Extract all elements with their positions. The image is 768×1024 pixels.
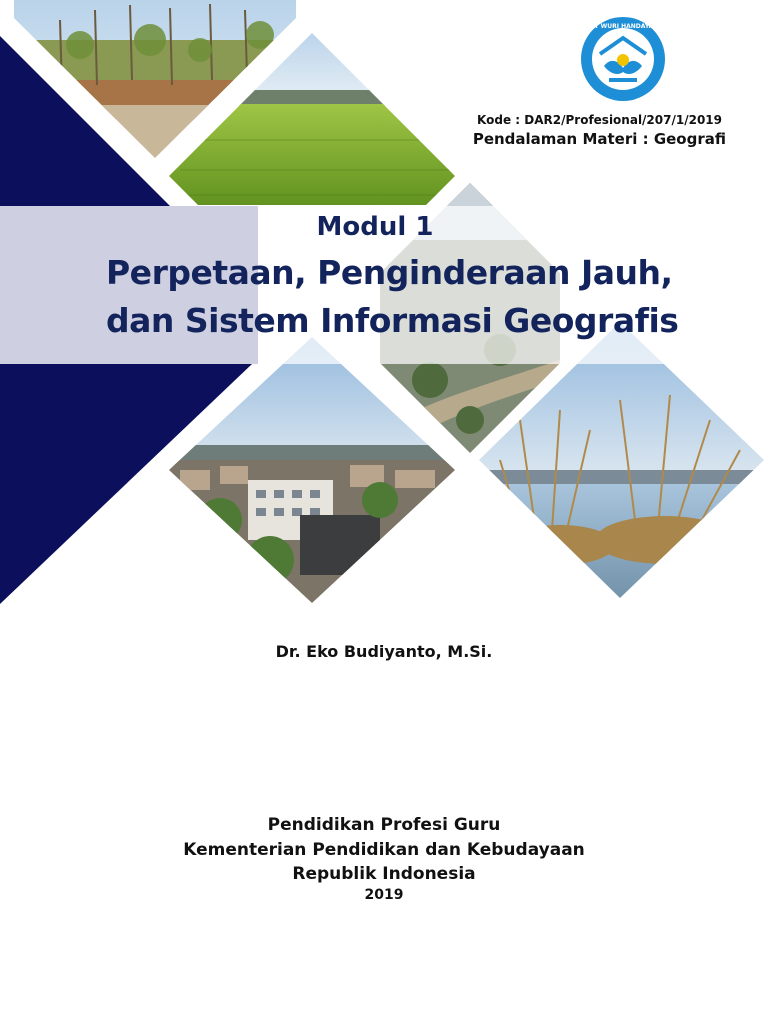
subject-label: Pendalaman Materi : Geografi [472, 130, 726, 148]
title-line-1: Perpetaan, Penginderaan Jauh, [106, 253, 673, 292]
title-line-2: dan Sistem Informasi Geografis [106, 301, 679, 340]
publisher-line-3: Republik Indonesia [292, 864, 476, 884]
document-code: Kode : DAR2/Profesional/207/1/2019 [477, 113, 722, 127]
tut-wuri-handayani-logo [578, 16, 668, 102]
author-name: Dr. Eko Budiyanto, M.Si. [275, 642, 493, 661]
publication-year: 2019 [364, 887, 404, 903]
logo-text: TUT WURI HANDAYANI [585, 23, 661, 30]
publisher-line-2: Kementerian Pendidikan dan Kebudayaan [183, 840, 585, 860]
module-number: Modul 1 [316, 212, 434, 242]
publisher-line-1: Pendidikan Profesi Guru [267, 815, 501, 835]
